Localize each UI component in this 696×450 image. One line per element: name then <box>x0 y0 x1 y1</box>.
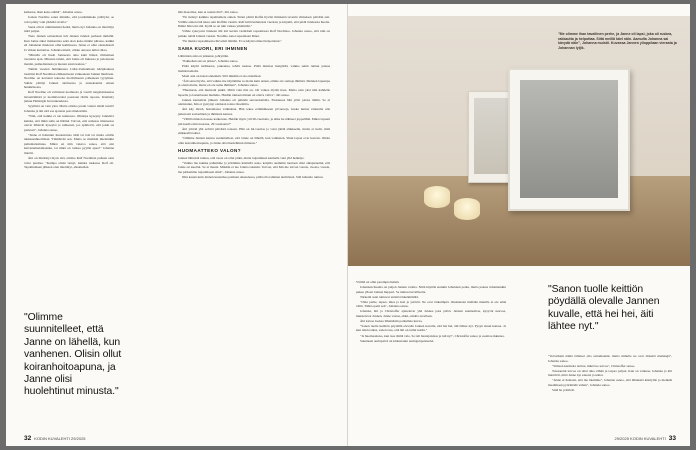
text-column-1 <box>24 10 114 170</box>
text-column-3 <box>356 280 506 344</box>
paragraph: Tieto Jannan sairaudesta tuli Jannen Jannen perheen mökillä. Kun Janne alkoi maikauttaa sekä olon koko mökin pihassa, kaikki eli Johannan mielessä ollut kaminossa. Janne ei ollut ensiedestoli Ja vitkan kertantaa. Johanna mietti, olisko autossa tullut riitaa. <box>24 34 114 52</box>
paragraph: Johanna, äiti ja Christoffer ajattelevat yhä Jannea joka päivä. Jannan asunnoiltaa, kysyvät neuvoa, muistelevat Jannen. Janne vastaa, ehkä, omalla tavallaan. <box>356 309 506 318</box>
paragraph: "Minulla oli huoli Janneesta aina kuin hänen vitmennen vuotensa ajan. Minusta tuntui, että Janne oli hukassa ja pelotessan mennä, pumudtennoia ja monen asian kanssa." <box>24 52 114 67</box>
paragraph: kaikessa, lkun koko elämä", Johanna sanoo. <box>24 10 83 14</box>
paragraph: hän maaomsa, kun ei saanut tiitä", äiti sanoo. <box>178 10 239 14</box>
left-page <box>6 4 348 446</box>
paragraph: "Niin, että kaikki ei ole kunnossa. Olisinpa kyseyny Janneltra kuinka, että mikä sulla on hätänä. Toivon, että samassa tilanteessa olevat lähtevät kyseyisi ja rohkeasti, jos epäilevät, että jokin on pielessä", Johanna sanoo. <box>24 114 114 132</box>
left-footer <box>24 435 86 442</box>
paragraph: Jannen kuoleman jälkeen Johanna oli pitkään sairauslomalla. Elokuussa hän yritti palata töihin. Se ei onnistunut, hän ei pystynyt olemaan toissa tiloemitta. <box>178 97 330 107</box>
paragraph: Välillä on ollut parempia hetkiä. <box>356 280 400 284</box>
paragraph: "Välillä mielen nousee katkeruus. Heidän myös ylli 90-vuotiaita, ja ehke he nähneet joppelihiä. Miksi lapseni piti kuolla niin nuorena, 29-vuotiaana?" <box>178 116 330 126</box>
paragraph: "Janne ei haluaisi, että me itkemme", Johanna sanoo, että lähtaksiä käsityille ja menkää maailmaan pyörimään vuhan", Johanna sanoo. <box>548 378 672 387</box>
paragraph: "Huomaan, että muistani pätkit. Mitäi vain mis on. On vaikea löytää itsaa. Mutta olen yksi niin kahdelle lapselle ja lastenlasten mummo. Heidän takiaan minun on oltava vahva", äiti sanoo. <box>178 88 330 97</box>
paragraph: Sanat olivat olimmemeiä herkä, mutta nyt Johanna on miettinyt niitä paljon. <box>24 24 114 34</box>
paragraph: Syyllistä on vain yksi. Mutta olisiko jotain voinut tehdä toisin? Johanna ja äiti että saa ajatusta pois mielestään. <box>24 104 114 113</box>
right-page <box>348 4 690 446</box>
paragraph: "Olimme Jannen kanssa suunnitelleet, että Janne on lähellä, kun vanhenen. Shun lapset ovat kaavan. Olisin ollut koiranhoitoapuna, ja Janne olisi huolehtinut minusta." <box>178 136 330 145</box>
paragraph: "Sanon tuolle keittiön pöydällä olevalle Jannen kuvalle, että hei hei, äiti lähtee nyt. Pysyn sinun kanssa. Ja kun tulen taikas, sanon taas, että äiti on tullut kotiin." <box>356 323 506 333</box>
photo-caption: "Me olimme ihan tavallinen perhe, ja Janne oli lapsi, joka oli ruskea, rakkautta ja helpottaa. Siitä meillä kävi näin. Aamulla Johanna sai kävydä näin", Johanna muistii. Kuvassa Jannen ylioppilaan vierasta ja Johannan lyijik. <box>558 32 677 50</box>
paragraph: Lähiöiden arki on jatkunut, johtyttäin. <box>178 53 229 58</box>
publication-name: KODIN KUVALEHTI 29/2025 <box>34 436 86 441</box>
paragraph: Johannan huoma on paljon Jannen vaattia. Niitä käyttää etenkin Johannan poika, mutta joskus Johannankin pukee ylleen Jannen huppari. Se tuntuu turvalliselta. <box>356 285 506 294</box>
paragraph: "En tiennyt kaikkia tapahtumeia ennen. Sitäei päätti Rolfia hyväsi ihmisenä tavenni viimeisen päivään asti. Välälle ennen tätä isksa sain Rolfilta viestin. Rolf kiitti kuluneista vuosista ja kirjoitti, että piidä Janneesta huolta. Ihmin hän toki sitä. Kyllä se on niin vaikea ymmärtää." <box>178 15 330 29</box>
paragraph: Äiti käy töissä, hoitamassa vanhuksia. Hän tekee erimmäkseen yövuoroja, koska tuntua vaikeulta olla jatkuvasti sosiaalinen ja ihmisten kanssa. <box>178 107 330 116</box>
paragraph: Tärkeitä asiat tuntuvat entistä tärkeämmiltä. <box>360 294 419 299</box>
page-number: 33 <box>668 435 676 442</box>
paragraph: Joskus Nordmo sanoi minulle, että joudummeko päättyisi, se voisi pääty vain yhdellä tavalla." <box>24 15 114 24</box>
paragraph: Rolf Nordmo oli valittanut tuomiosta ja vaatiit rangaistuksensa lieventämistä ja tuomittavaksi paastaan tilalle taposta. Käsittely jatkuu Helsingin hovioikeudessa. <box>24 90 114 104</box>
paragraph: "Ja huomaattoko, kun taas täältä valo. Se tuli hautajaisissa ja tuli nyt", Christoffer sanoo ja osoittaa ikkunaa. <box>360 333 505 338</box>
paragraph: Siitä he yrittävät. <box>552 387 575 392</box>
paragraph: Niin kauan kuin Jannen kuolemaa puidaan oikeudessa, pitää olla tammen aktiivinen. Silä lohuutto tuntuu. <box>182 175 324 179</box>
candle <box>454 198 480 220</box>
paragraph: "Vaikka me kuinka puhumme ja yritämme käsitellä asiaa, kaipilta aiemmin luottaen ollut aikapienemä, että Janne on kuollut. Se ei mauta. Mikään ei tuo Jannta takaisin. Toivon, että hän me toivon vuosia, vuosia, vuosia, me pääsemme toipumiseen siinä", Johanna sanoo. <box>178 160 330 174</box>
publication-name: 29/2025 KODIN KUVALEHTI <box>614 436 666 441</box>
paragraph: "Äiti sanoi hyvin, että vaikka me näytämme sa malta kuin ennen, emme ole samoja ihmisiä. Mennen lapsenpa ja ontan mutta, mutta en ole sama ihminen", Johanna sanoo. <box>178 78 330 88</box>
paragraph: "Sitheen karmeita tarttua, mikä tuo toivoa", Christoffer sanoo. <box>552 363 636 368</box>
subheading-1: SAMA KUORI, ERI IHMINEN <box>178 46 248 52</box>
page-number: 32 <box>24 435 32 442</box>
paragraph: Jannen lähteistä tuntuu, että vuosi on ollut pitkä, mutta toipuminen kannalla vain yhd henkäys. <box>178 155 305 160</box>
graduation-portrait-frame <box>508 68 630 211</box>
paragraph: "Janne ei halunnut huolestuttaa äitiä tai isiä tai muita omilla takkausuhuolillaan. Ymmärrän sen. Mutta se mielikin mielanikin puhumattomuus. Miksi en niin vakava sanoa, että olet kaivanamenamaanka, tai mikä on vaikea pyytää apua?" Johanna miettii. <box>24 132 114 155</box>
paragraph: Äiti on miettinyt myös sitä, olisiko Rolf Nordmon puhaan olon voitu puuttua. "Kumpa olisin tienyt, kuinka tuskassa Rolf oli. Tapahtumaen jälkeen olen miettinyt, alkoikohan <box>24 155 114 170</box>
right-footer <box>614 435 676 442</box>
left-pull-quote: "Olimme suunnitelleet, että Janne on lähellä, kun vanhenen. Olisin ollut koiranhoitoapuna, ja Janne olisi huolehtinut minusta." <box>24 312 122 398</box>
paragraph: "Oma perhe, lapset, mies ja koti ja ystävät. Ne ovat tärkeimpiä. Olennaisiat mellään muuilla ei ole enää väliä. Tämä opetti sen", Johanna sanoo. <box>356 299 506 309</box>
paragraph: Tämän vuoden huhtikuussa Lääsi-Uudenmaan käräjäoikeus tuomitsi Rolf Nordmon elinkautiseen vankeuteen Jannen murhasta. Nordmo on kertonut tekoona motiivikseen palkaneen tyytymen. Suhde päättyi Jannen aloitteesta ja anteeksianta ennen henkirikosta. <box>24 67 114 90</box>
paragraph: "Pakkohan sen on jatkaa", Johanna sanoo. <box>182 58 239 63</box>
memorial-photo <box>348 16 690 266</box>
paragraph: Moni asia on katen ennenkin. Silti mikään ei ole ennallaan. <box>182 73 262 78</box>
paragraph: "Voivatham nämä tällaiset olla sattumaakin, mutta minulle ne ovat tärkeitä merkkejä", Johanna sanoo. <box>548 354 672 363</box>
paragraph: Äiti yrittää yhä selvitä päivästä toiseen. Hän on 64-vuotias ja voisi jäädä eläkkeelle, mutta ei tiedä, mitä eläkkeellä tekisi. <box>178 126 330 136</box>
paragraph: "En muista tapaamisesta hirveästi mitään. Et se käynti oliaiet helpottanut." <box>182 38 282 43</box>
right-pull-quote: "Sanon tuolle keittiön pöydällä olevalle Jannen kuvalle, että hei hei, äiti lähtee nyt." <box>548 284 660 333</box>
paragraph: Pitää käydä tarihkassa, pukeutua, tehdä ruokaa. Pitää muistaa hengittää, vaikka sekin tuntuu joskus mahdottomalta. <box>178 63 330 73</box>
paragraph: Äiti kuvaa lookea läheinäsän polkamna kuvaa. <box>360 318 423 323</box>
paragraph: Vähne sykoyoisi Janneen äiti loti kertan vastiidam tapaamassa Rolf Nordmoa. Johanna sanoo, että niin on paikko tehdä Jannen vuoksi. Nordmo sanoi tapaamaan hänet. <box>178 29 330 38</box>
candle <box>424 186 450 208</box>
subheading-2: HUOMAATTEKO VALON? <box>178 148 241 154</box>
text-column-4 <box>548 354 672 393</box>
text-column-2 <box>178 10 330 180</box>
paragraph: Suunneen aurinpaivä on kirkastanut auringonpaisteelet. <box>360 338 435 343</box>
paragraph: Toissatelul toivoa on ollut aika vähän ja tarpaa paljon. Kun on vaikeaa, Johanna ja äiti miettivät, mitä Janne nyt sanoisi ja tekisi. <box>548 368 672 378</box>
magazine-spread <box>6 4 690 446</box>
graduation-portrait <box>520 80 618 198</box>
